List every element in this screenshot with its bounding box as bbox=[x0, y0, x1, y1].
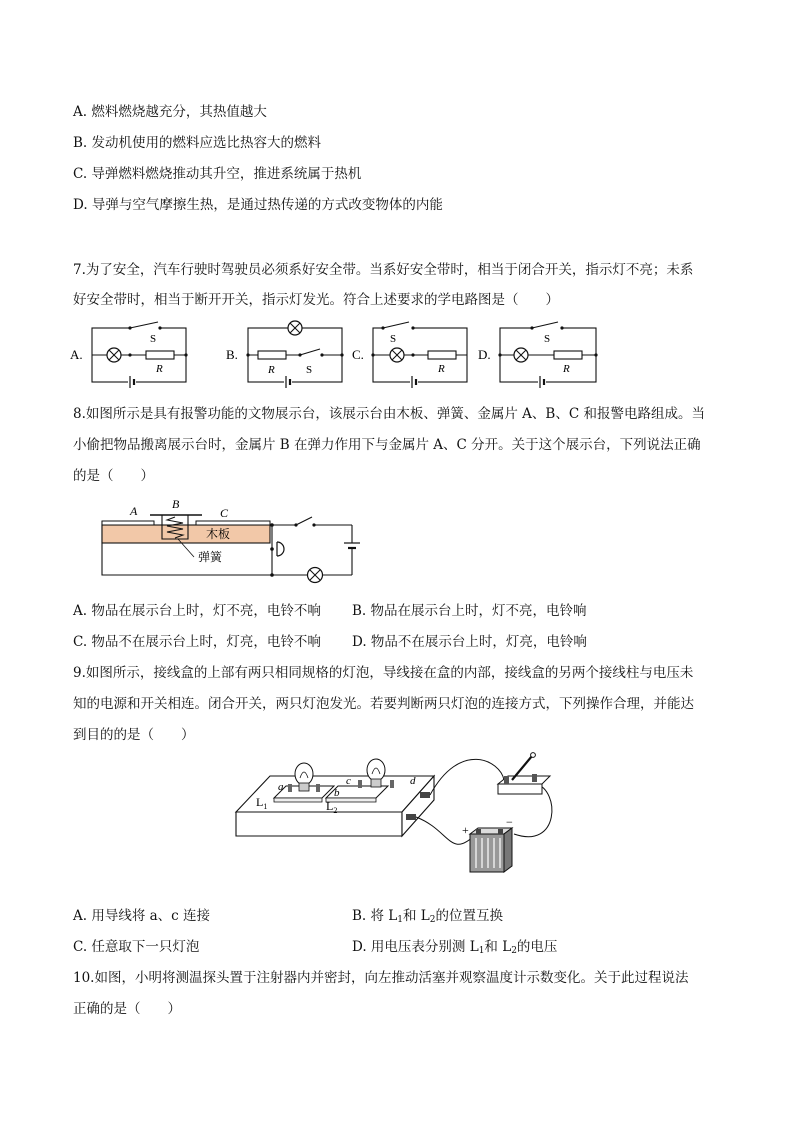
q9-switch bbox=[498, 753, 550, 794]
q9-battery bbox=[470, 828, 512, 872]
q7-a-switch-label: S bbox=[150, 333, 157, 345]
q9-battery-plus: + bbox=[462, 823, 469, 837]
q7-label-d: D. bbox=[478, 347, 491, 362]
q6-option-d: D. 导弹与空气摩擦生热，是通过热传递的方式改变物体的内能 bbox=[73, 197, 443, 213]
q8-spring-label: 弹簧 bbox=[198, 550, 223, 564]
q7-circuit-d bbox=[478, 322, 598, 388]
q7-stem-line2: 好安全带时，相当于断开开关，指示灯发光。符合上述要求的学电路图是（ ） bbox=[73, 292, 559, 308]
q7-circuit-c bbox=[352, 322, 467, 388]
q10-stem-line1: 10.如图，小明将测温探头置于注射器内并密封，向左推动活塞并观察温度计示数变化。关于此过程说法 bbox=[73, 970, 689, 986]
q9-stem-line2: 知的电源和开关相连。闭合开关，两只灯泡发光。若要判断两只灯泡的连接方式，下列操作合理，并能达 bbox=[73, 696, 694, 712]
q9-label-c: c bbox=[346, 775, 351, 787]
q8-label-b: B bbox=[172, 497, 180, 511]
q9-label-d: d bbox=[410, 775, 416, 787]
q6-option-c: C. 导弹燃料燃烧推动其升空，推进系统属于热机 bbox=[73, 166, 362, 182]
q8-stem-line1: 8.如图所示是具有报警功能的文物展示台，该展示台由木板、弹簧、金属片 A、B、C 和报警电路组成。当 bbox=[73, 406, 705, 422]
q8-option-d: D. 物品不在展示台上时，灯亮，电铃响 bbox=[352, 634, 587, 650]
q8-label-c: C bbox=[220, 506, 229, 520]
q9-option-c: C. 任意取下一只灯泡 bbox=[73, 939, 200, 955]
q8-label-a: A bbox=[130, 504, 138, 518]
q7-label-a: A. bbox=[70, 347, 83, 362]
q8-stem-line3: 的是（ ） bbox=[73, 468, 154, 484]
q7-d-resistor-label: R bbox=[563, 363, 570, 375]
q7-c-switch-label: S bbox=[390, 333, 397, 345]
q9-junction-box-figure bbox=[230, 750, 565, 885]
q6-option-b: B. 发动机使用的燃料应选比热容大的燃料 bbox=[73, 135, 322, 151]
q9-label-a: a bbox=[278, 781, 284, 793]
q9-stem-line3: 到目的的是（ ） bbox=[73, 727, 195, 743]
q8-stem-line2: 小偷把物品搬离展示台时，金属片 B 在弹力作用下与金属片 A、C 分开。关于这个展示台，下列说法正确 bbox=[73, 437, 701, 453]
q8-option-c: C. 物品不在展示台上时，灯亮，电铃不响 bbox=[73, 634, 321, 650]
q9-option-d: D. 用电压表分别测 $L_1$和 $L_2$的电压 bbox=[352, 939, 558, 956]
q9-stem-line1: 9.如图所示，接线盒的上部有两只相同规格的灯泡，导线接在盒的内部，接线盒的另两个接线柱与电压未 bbox=[73, 665, 694, 681]
q9-battery-minus: − bbox=[506, 815, 513, 829]
q8-option-b: B. 物品在展示台上时，灯不亮，电铃响 bbox=[352, 603, 587, 619]
q9-label-b: b bbox=[334, 787, 340, 799]
q7-b-resistor-label: R bbox=[268, 364, 275, 376]
q6-option-a: A. 燃料燃烧越充分，其热值越大 bbox=[73, 104, 267, 120]
q7-circuit-a bbox=[70, 322, 188, 388]
q8-board-label: 木板 bbox=[206, 527, 231, 541]
q9-option-b: B. 将 $L_1$和 $L_2$的位置互换 bbox=[352, 908, 503, 925]
q9-label-l1: $L_1$ bbox=[256, 795, 268, 811]
q9-option-a: A. 用导线将 a、c 连接 bbox=[73, 908, 211, 924]
q7-a-resistor-label: R bbox=[156, 363, 163, 375]
q7-circuit-options bbox=[70, 318, 630, 390]
q10-stem-line2: 正确的是（ ） bbox=[73, 1001, 181, 1017]
q7-label-c: C. bbox=[352, 347, 364, 362]
q8-option-a: A. 物品在展示台上时，灯不亮，电铃不响 bbox=[73, 603, 321, 619]
q7-c-resistor-label: R bbox=[438, 363, 445, 375]
q7-label-b: B. bbox=[226, 347, 238, 362]
q7-b-switch-label: S bbox=[306, 364, 313, 376]
q7-stem-line1: 7.为了安全，汽车行驶时驾驶员必须系好安全带。当系好安全带时，相当于闭合开关，指示灯不亮；未系 bbox=[73, 262, 694, 278]
q7-d-switch-label: S bbox=[544, 333, 551, 345]
q7-circuit-b bbox=[226, 321, 344, 388]
q8-display-stand-figure bbox=[86, 495, 366, 585]
q9-label-l2: $L_2$ bbox=[326, 799, 338, 815]
